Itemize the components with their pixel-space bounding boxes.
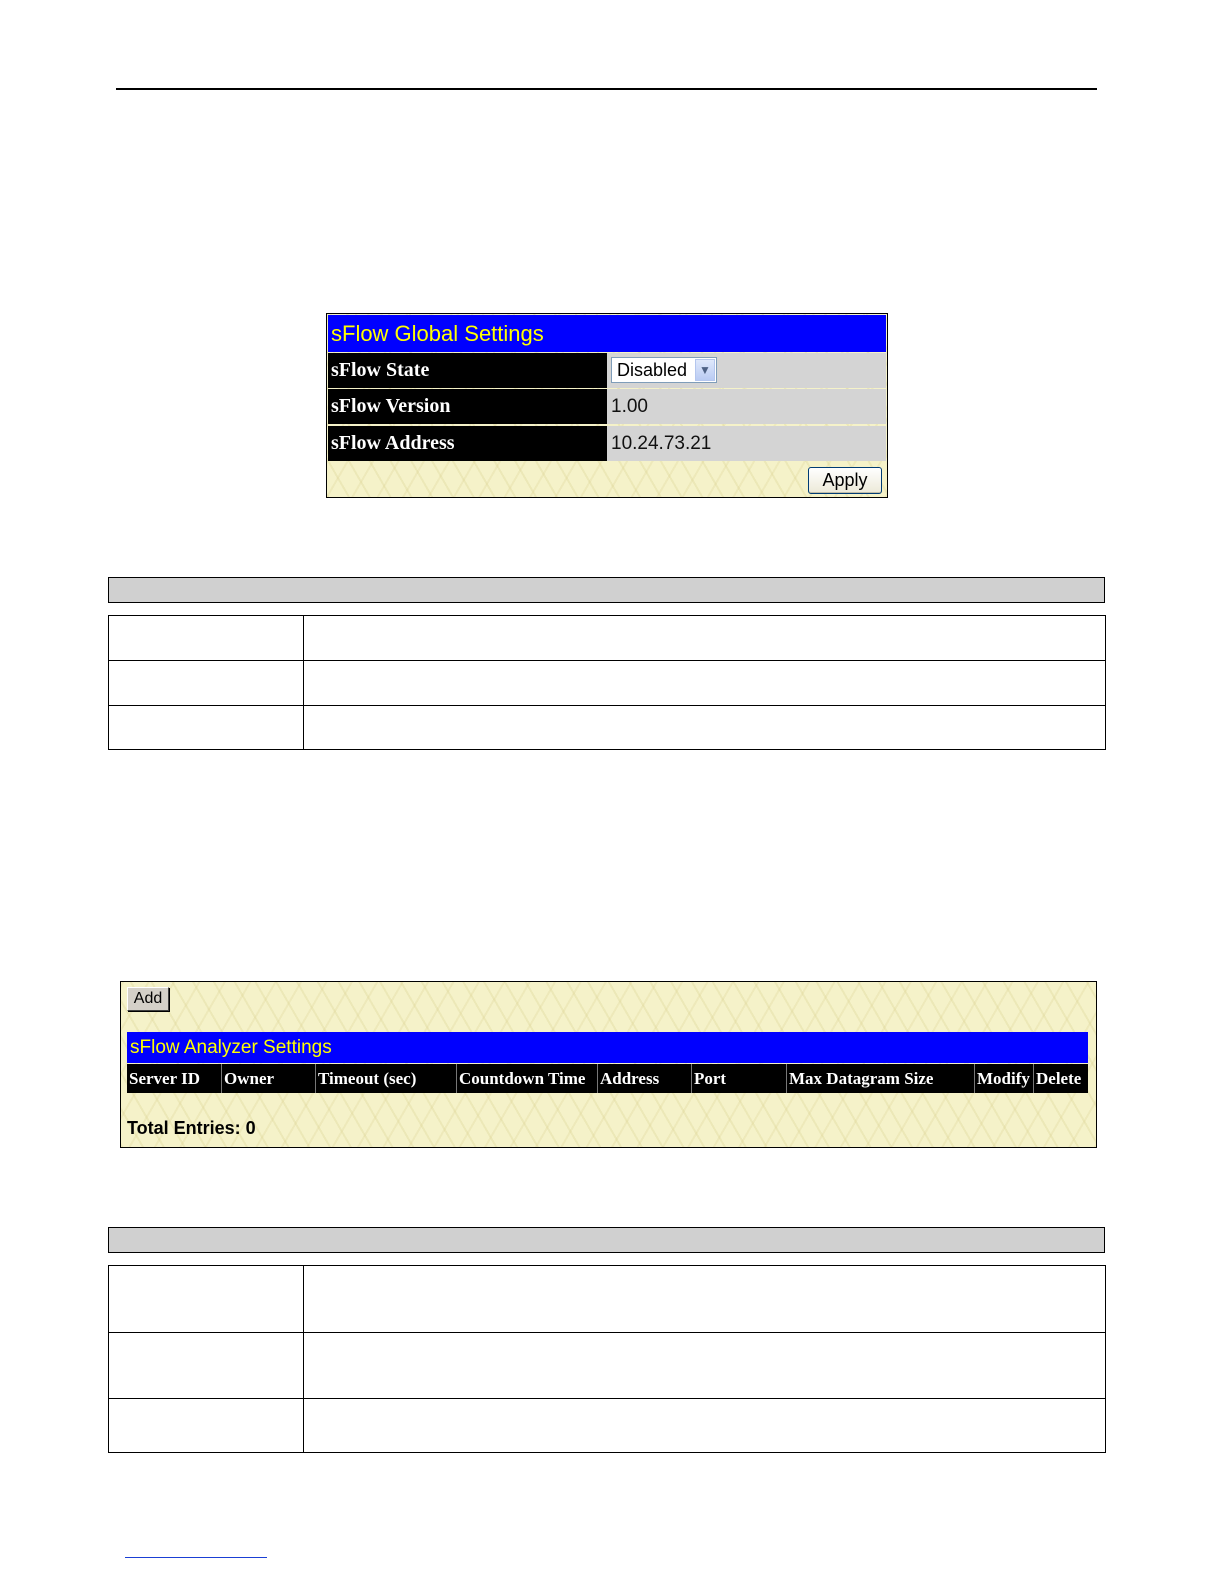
header-rule xyxy=(116,88,1097,90)
column-header-timeout: Timeout (sec) xyxy=(315,1064,456,1093)
analyzer-table-header xyxy=(127,1064,1088,1093)
add-button[interactable]: Add xyxy=(127,987,169,1011)
sflow-address-value: 10.24.73.21 xyxy=(607,426,886,461)
column-header-address: Address xyxy=(597,1064,691,1093)
table-row xyxy=(109,616,1105,660)
table-row xyxy=(109,1332,1105,1398)
parameter-table-header xyxy=(108,577,1105,603)
sflow-address-row xyxy=(328,426,886,461)
sflow-version-label: sFlow Version xyxy=(328,389,607,424)
sflow-state-row xyxy=(328,353,886,388)
sflow-analyzer-settings-panel xyxy=(120,981,1097,1148)
column-header-countdown-time: Countdown Time xyxy=(456,1064,597,1093)
column-header-max-datagram-size: Max Datagram Size xyxy=(786,1064,974,1093)
table-row xyxy=(109,1398,1105,1452)
parameter-table-header xyxy=(108,1227,1105,1253)
sflow-state-cell xyxy=(607,353,886,388)
sflow-state-label: sFlow State xyxy=(328,353,607,388)
column-header-port: Port xyxy=(691,1064,786,1093)
chevron-down-icon[interactable]: ▼ xyxy=(695,359,715,381)
sflow-version-row xyxy=(328,389,886,424)
total-entries: Total Entries: 0 xyxy=(127,1118,256,1138)
analyzer-settings-title: sFlow Analyzer Settings xyxy=(127,1032,1088,1063)
column-header-server-id: Server ID xyxy=(129,1069,200,1088)
parameter-table xyxy=(108,1265,1106,1453)
sflow-global-settings-panel xyxy=(326,313,888,498)
table-row xyxy=(109,660,1105,705)
column-header-delete: Delete xyxy=(1033,1064,1088,1093)
footer-link-underline xyxy=(125,1557,267,1558)
sflow-state-select[interactable] xyxy=(611,357,717,383)
global-settings-title: sFlow Global Settings xyxy=(328,315,886,352)
sflow-version-value: 1.00 xyxy=(607,389,886,424)
column-header-owner: Owner xyxy=(221,1064,315,1093)
table-row xyxy=(109,705,1105,749)
parameter-table xyxy=(108,615,1106,750)
apply-button[interactable]: Apply xyxy=(808,467,882,494)
column-header-modify: Modify xyxy=(974,1064,1033,1093)
sflow-address-label: sFlow Address xyxy=(328,426,607,461)
sflow-state-selected-value: Disabled xyxy=(617,360,688,380)
table-row xyxy=(109,1266,1105,1332)
